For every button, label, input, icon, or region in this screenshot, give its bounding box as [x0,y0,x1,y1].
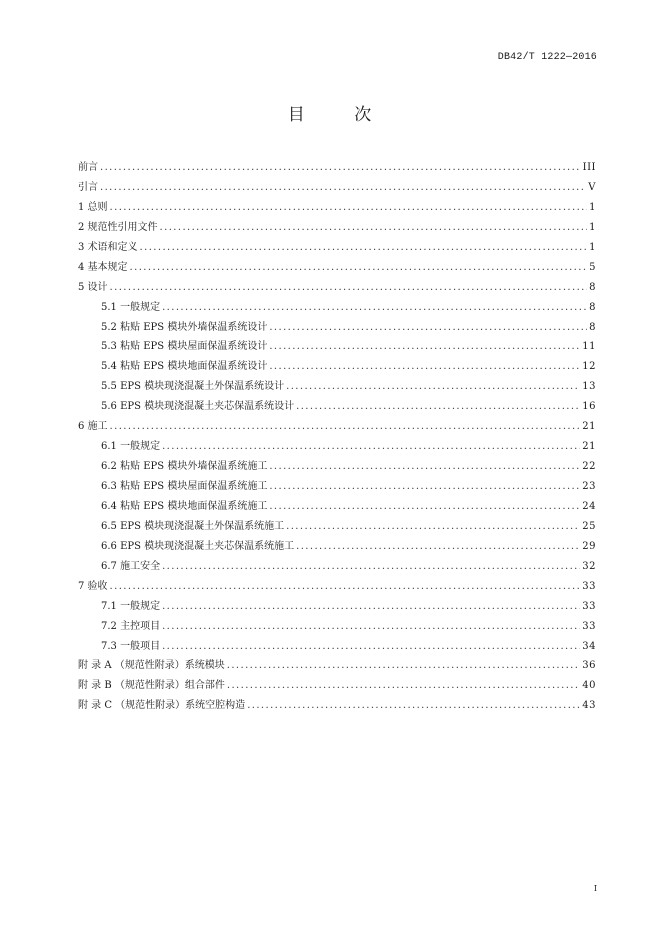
toc-entry-label: 5.5 EPS 模块现浇混凝土外保温系统设计 [101,381,285,393]
toc-entry[interactable] [78,258,596,278]
toc-entry-label: 6.4 粘贴 EPS 模块地面保温系统施工 [101,500,268,512]
toc-entry-page: 33 [582,600,596,612]
dot-leader [110,417,581,437]
toc-entry[interactable] [78,238,596,258]
toc-entry-label: 附 录 C （规范性附录）系统空腔构造 [78,700,246,712]
dot-leader [130,258,588,278]
toc-entry[interactable] [78,198,596,218]
toc-entry[interactable] [78,158,596,178]
dot-leader [100,178,586,198]
toc-entry-page: 13 [582,381,596,393]
toc-entry-label: 7.2 主控项目 [101,620,161,632]
dot-leader [162,617,580,637]
toc-entry-label: 2 规范性引用文件 [78,221,158,233]
toc-entry-label: 5.1 一般规定 [101,301,161,313]
toc-entry-label: 6.5 EPS 模块现浇混凝土外保温系统施工 [101,520,285,532]
toc-entry-label: 6.6 EPS 模块现浇混凝土夹芯保温系统施工 [101,540,295,552]
toc-entry[interactable] [78,417,596,437]
toc-entry-page: 43 [582,700,596,712]
toc-entry-page: 36 [582,660,596,672]
toc-entry-label: 7 验收 [78,580,108,592]
toc-entry[interactable] [78,457,596,477]
toc-entry[interactable] [78,577,596,597]
toc-entry-page: 16 [582,401,596,413]
document-code: DB42/T 1222—2016 [497,52,597,63]
toc-entry-page: III [582,162,596,173]
toc-entry-label: 4 基本规定 [78,261,128,273]
dot-leader [227,656,581,676]
toc-entry-label: 前言 [78,162,98,173]
dot-leader [269,337,580,357]
toc-entry[interactable] [78,318,596,338]
toc-entry-label: 6.3 粘贴 EPS 模块屋面保温系统施工 [101,481,268,492]
toc-entry-label: 3 术语和定义 [78,241,138,253]
dot-leader [162,597,580,617]
toc-entry-label: 5 设计 [78,281,108,293]
toc-entry-page: 1 [589,241,596,253]
toc-entry-label: 7.1 一般规定 [101,600,161,612]
toc-entry[interactable] [78,278,596,298]
toc-entry-page: 11 [582,341,596,353]
dot-leader [100,158,581,178]
toc-entry[interactable] [78,517,596,537]
toc-entry[interactable] [78,537,596,557]
toc-entry-page: 29 [582,540,596,552]
dot-leader [162,437,580,457]
toc-entry[interactable] [78,357,596,377]
toc-entry-label: 5.6 EPS 模块现浇混凝土夹芯保温系统设计 [101,401,295,413]
toc-entry-page: 21 [582,441,596,453]
dot-leader [110,577,581,597]
toc-entry-page: 12 [582,361,596,373]
toc-entry-page: 8 [589,321,596,333]
dot-leader [296,397,580,417]
toc-entry-page: 21 [582,421,596,433]
dot-leader [269,497,580,517]
toc-entry-page: 33 [582,580,596,592]
dot-leader [286,517,580,537]
toc-entry-page: 40 [582,680,596,692]
dot-leader [269,357,580,377]
dot-leader [247,696,580,716]
toc-entry-page: 1 [589,221,596,233]
toc-entry-page: 32 [582,560,596,572]
toc-entry-page: 25 [582,520,596,532]
toc-entry-page: 23 [582,481,596,492]
toc-entry-page: 34 [582,640,596,652]
dot-leader [286,377,580,397]
toc-entry[interactable] [78,298,596,318]
toc-entry-page: 8 [589,301,596,313]
toc-entry-label: 6.7 施工安全 [101,560,161,572]
toc-entry[interactable] [78,696,596,716]
dot-leader [296,537,580,557]
dot-leader [162,298,587,318]
toc-entry[interactable] [78,637,596,657]
dot-leader [162,557,580,577]
page-number: I [593,884,597,893]
toc-entry-page: 22 [582,461,596,473]
toc-entry[interactable] [78,617,596,637]
toc-entry[interactable] [78,337,596,357]
toc-entry[interactable] [78,437,596,457]
toc-title: 目 次 [287,105,394,125]
dot-leader [160,218,588,238]
toc-entry-label: 6 施工 [78,421,108,433]
dot-leader [140,238,588,258]
toc-entry[interactable] [78,397,596,417]
dot-leader [162,637,580,657]
toc-entry-page: V [588,181,596,193]
toc-entry[interactable] [78,178,596,198]
toc-entry-page: 24 [582,500,596,512]
dot-leader [269,457,580,477]
toc-entry-label: 5.3 粘贴 EPS 模块屋面保温系统设计 [101,341,268,353]
toc-entry-label: 5.4 粘贴 EPS 模块地面保温系统设计 [101,361,268,373]
dot-leader [110,278,588,298]
dot-leader [269,318,587,338]
toc-entry[interactable] [78,218,596,238]
toc-entry-label: 6.2 粘贴 EPS 模块外墙保温系统施工 [101,461,268,473]
toc-entry-page: 1 [589,201,596,213]
toc-entry-page: 8 [589,281,596,293]
toc-entry[interactable] [78,656,596,676]
dot-leader [269,477,580,497]
toc-entry[interactable] [78,557,596,577]
toc-entry[interactable] [78,377,596,397]
toc-entry-label: 5.2 粘贴 EPS 模块外墙保温系统设计 [101,321,268,333]
toc-entry-label: 附 录 B （规范性附录）组合部件 [78,680,225,692]
toc-entry-label: 附 录 A （规范性附录）系统模块 [78,660,225,672]
toc-entry-label: 1 总则 [78,201,108,213]
dot-leader [227,676,580,696]
toc-entry-label: 6.1 一般规定 [101,441,161,453]
toc-entry[interactable] [78,477,596,497]
toc-entry-page: 5 [589,261,596,273]
toc-entry-label: 7.3 一般项目 [101,640,161,652]
dot-leader [110,198,588,218]
toc-entry[interactable] [78,676,596,696]
toc-entry-label: 引言 [78,181,98,193]
toc-entry-page: 33 [582,620,596,632]
toc-entry[interactable] [78,597,596,617]
table-of-contents [78,158,596,716]
toc-entry[interactable] [78,497,596,517]
